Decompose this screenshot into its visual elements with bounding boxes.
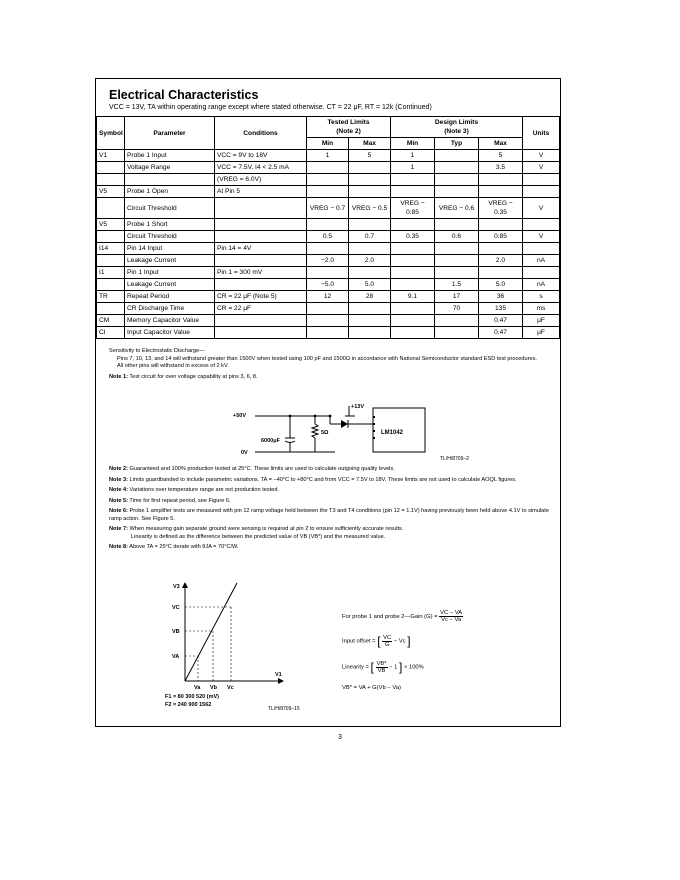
cell-param: Leakage Current — [125, 255, 215, 267]
offset-equation: Input offset = [ $\frac{VC}{G}$ − Vc ] — [342, 634, 411, 648]
cell-param: Voltage Range — [125, 162, 215, 174]
cell-tmin — [307, 186, 349, 198]
cell-dmin: VREG − 0.85 — [391, 198, 435, 219]
cell-symbol: CI — [97, 327, 125, 339]
cell-symbol: V5 — [97, 219, 125, 231]
f2-row: F2 = 240 900 1562 — [165, 702, 212, 708]
cell-cond: Pin 1 = 300 mV — [215, 267, 307, 279]
cell-tmin — [307, 303, 349, 315]
cell-units: s — [523, 291, 560, 303]
cell-dmax — [479, 174, 523, 186]
cell-dtyp: 17 — [435, 291, 479, 303]
cell-cond: VCC = 9V to 18V — [215, 150, 307, 162]
header-design-max: Max — [479, 138, 523, 150]
cell-units — [523, 243, 560, 255]
cell-dtyp — [435, 162, 479, 174]
cell-cond — [215, 315, 307, 327]
header-parameter: Parameter — [125, 117, 215, 150]
x-tick-b: Vb — [210, 685, 218, 691]
cell-tmax — [349, 303, 391, 315]
gain-equation: For probe 1 and probe 2—Gain (G) = $\frac{VC - VA}{Vc - Va}$ — [342, 610, 463, 623]
table-row — [97, 279, 560, 291]
v50-label: +50V — [233, 413, 246, 419]
cell-dmax: 36 — [479, 291, 523, 303]
cell-dtyp: 70 — [435, 303, 479, 315]
cell-tmax: 5 — [349, 150, 391, 162]
cell-dmax: 135 — [479, 303, 523, 315]
cell-dmax: 0.47 — [479, 327, 523, 339]
cell-dtyp — [435, 243, 479, 255]
cell-dtyp — [435, 267, 479, 279]
page-number: 3 — [338, 734, 342, 741]
cell-tmin — [307, 219, 349, 231]
cell-tmin: 1 — [307, 150, 349, 162]
cell-dmin — [391, 279, 435, 291]
cell-tmax — [349, 243, 391, 255]
cell-param — [125, 174, 215, 186]
cell-dmax — [479, 243, 523, 255]
cell-tmax — [349, 327, 391, 339]
cell-cond: At Pin 5 — [215, 186, 307, 198]
cell-dmin — [391, 243, 435, 255]
cell-tmin: 12 — [307, 291, 349, 303]
header-design-min: Min — [391, 138, 435, 150]
cell-tmax — [349, 186, 391, 198]
cell-dmax: 0.47 — [479, 315, 523, 327]
cell-param: Memory Capacitor Value — [125, 315, 215, 327]
cell-dtyp — [435, 327, 479, 339]
cell-dmax: 0.85 — [479, 231, 523, 243]
cell-units: V — [523, 231, 560, 243]
table-row — [97, 162, 560, 174]
table-row — [97, 255, 560, 267]
cell-symbol — [97, 174, 125, 186]
cell-units: V — [523, 198, 560, 219]
cell-tmax: 0.7 — [349, 231, 391, 243]
cell-units: μF — [523, 315, 560, 327]
cell-param: CR Discharge Time — [125, 303, 215, 315]
cell-symbol: I1 — [97, 267, 125, 279]
table-row — [97, 231, 560, 243]
cell-units: nA — [523, 255, 560, 267]
cell-tmin: −5.0 — [307, 279, 349, 291]
cell-dmax: 2.0 — [479, 255, 523, 267]
cell-symbol — [97, 231, 125, 243]
cell-param: Probe 1 Short — [125, 219, 215, 231]
cell-cond — [215, 198, 307, 219]
table-row — [97, 243, 560, 255]
cell-units: V — [523, 162, 560, 174]
page-title: Electrical Characteristics — [109, 88, 259, 102]
cell-units: ms — [523, 303, 560, 315]
cell-cond: VCC = 7.5V, I4 < 2.5 mA — [215, 162, 307, 174]
cell-dmax: VREG − 0.35 — [479, 198, 523, 219]
cell-dtyp: 1.5 — [435, 279, 479, 291]
y-axis-label: V3 — [173, 584, 180, 590]
header-design-typ: Typ — [435, 138, 479, 150]
cell-cond: CR = 22 μF (Note 5) — [215, 291, 307, 303]
cell-dtyp: VREG − 0.6 — [435, 198, 479, 219]
cap-label: 6000μF — [261, 438, 280, 444]
cell-dmin — [391, 174, 435, 186]
y-tick-b: VB — [172, 629, 180, 635]
cell-units — [523, 219, 560, 231]
cell-dtyp — [435, 315, 479, 327]
cell-param: Pin 1 Input — [125, 267, 215, 279]
f1-row: F1 = 80 300 520 (mV) — [165, 694, 219, 700]
table-row — [97, 267, 560, 279]
graph-tl-code: TL/H/8709–15 — [268, 706, 300, 712]
table-row — [97, 174, 560, 186]
cell-dtyp — [435, 186, 479, 198]
footnotes: Note 2: Guaranteed and 100% production tested at 25°C. These limits are used to calculate outgoing quality levels. Note 3: Limits guardbanded to include parametric variations. TA = −40°C to +80°C and from VCC = 7.5V to 18V. These limits are not used to calculate AOQL figures. Note 4: Variations over temperature range are not production tested. Note 5: Time for first repeat period, see Figure 6. Note 6: Probe 1 amplifier tests are measured with pin 12 ramp voltage held between the T3 and T4 conditions (pin 12 = 1.1V) having previously been held above 4.1V to simulate ramp action. See Figure 5. Note 7: When measuring gain separate ground were sensing is required at pin 2 to ensure sufficiently accurate results. Linearity is defined as the difference between the predicted value of VB (VB*) and the measured value. Note 8: Above TA = 25°C derate with θJA = 70°C/W. — [109, 466, 549, 550]
linearity-equation: Linearity = [ $\frac{VB*}{VB}$ − 1 ] × 100% — [342, 660, 424, 674]
cell-tmin — [307, 174, 349, 186]
cell-cond — [215, 255, 307, 267]
header-symbol: Symbol — [97, 117, 125, 150]
x-tick-c: Vc — [227, 685, 234, 691]
cell-dmin — [391, 327, 435, 339]
test-circuit-figure — [225, 402, 465, 462]
table-row — [97, 219, 560, 231]
header-conditions: Conditions — [215, 117, 307, 150]
table-row — [97, 186, 560, 198]
cell-tmax — [349, 162, 391, 174]
cell-dmin: 0.35 — [391, 231, 435, 243]
cell-tmin — [307, 243, 349, 255]
cell-param: Pin 14 Input — [125, 243, 215, 255]
page-subtitle: VCC = 13V, TA within operating range except where stated otherwise. CT = 22 μF, RT = 12k (Continued) — [109, 104, 432, 111]
header-tested-min: Min — [307, 138, 349, 150]
y-tick-a: VA — [172, 654, 180, 660]
cell-tmin — [307, 315, 349, 327]
cell-dmin — [391, 186, 435, 198]
cell-symbol — [97, 255, 125, 267]
cell-cond: CR = 22 μF — [215, 303, 307, 315]
cell-dtyp — [435, 150, 479, 162]
x-axis-label: V1 — [275, 672, 282, 678]
cell-param: Repeat Period — [125, 291, 215, 303]
electrical-characteristics-table — [96, 116, 560, 339]
cell-dmin — [391, 267, 435, 279]
cell-tmin — [307, 327, 349, 339]
cell-dmax: 3.5 — [479, 162, 523, 174]
cell-dmin: 1 — [391, 162, 435, 174]
cell-cond: Pin 14 = 4V — [215, 243, 307, 255]
cell-symbol — [97, 303, 125, 315]
table-row — [97, 291, 560, 303]
cell-param: Circuit Threshold — [125, 198, 215, 219]
v13-label: +13V — [351, 404, 364, 410]
cell-dmax — [479, 186, 523, 198]
cell-param: Input Capacitor Value — [125, 327, 215, 339]
cell-dmax — [479, 219, 523, 231]
table-row — [97, 327, 560, 339]
table-row — [97, 150, 560, 162]
res-label: 5Ω — [321, 430, 329, 436]
circuit-tl-code: TL/H/8709–2 — [440, 456, 469, 462]
table-row — [97, 303, 560, 315]
cell-tmax — [349, 315, 391, 327]
cell-cond — [215, 231, 307, 243]
cell-param: Probe 1 Open — [125, 186, 215, 198]
cell-dmin — [391, 315, 435, 327]
header-tested-max: Max — [349, 138, 391, 150]
cell-dmax: 5.0 — [479, 279, 523, 291]
cell-tmax: 5.0 — [349, 279, 391, 291]
table-row — [97, 315, 560, 327]
header-tested-limits: Tested Limits (Note 2) — [307, 117, 391, 138]
cell-dmax — [479, 267, 523, 279]
cell-param: Circuit Threshold — [125, 231, 215, 243]
cell-tmax — [349, 267, 391, 279]
cell-tmax: 2.0 — [349, 255, 391, 267]
gain-linearity-graph — [165, 578, 295, 713]
cell-tmax — [349, 174, 391, 186]
cell-units: V — [523, 150, 560, 162]
cell-units: μF — [523, 327, 560, 339]
cell-tmin: −2.0 — [307, 255, 349, 267]
cell-dmin — [391, 303, 435, 315]
cell-symbol: CM — [97, 315, 125, 327]
cell-param: Probe 1 Input — [125, 150, 215, 162]
cell-dmax: 5 — [479, 150, 523, 162]
table-row — [97, 198, 560, 219]
cell-cond — [215, 327, 307, 339]
cell-symbol: TR — [97, 291, 125, 303]
cell-dmin — [391, 219, 435, 231]
cell-dtyp — [435, 174, 479, 186]
cell-symbol — [97, 198, 125, 219]
cell-symbol: I14 — [97, 243, 125, 255]
cell-dmin: 1 — [391, 150, 435, 162]
header-units: Units — [523, 117, 560, 150]
cell-cond — [215, 279, 307, 291]
vb-equation: VB* = VA + G(Vb − Va) — [342, 685, 401, 691]
cell-units — [523, 186, 560, 198]
cell-units: nA — [523, 279, 560, 291]
chip-label: LM1042 — [381, 430, 404, 436]
cell-dtyp: 0.6 — [435, 231, 479, 243]
cell-tmax: 28 — [349, 291, 391, 303]
cell-cond: (VREG = 6.0V) — [215, 174, 307, 186]
cell-tmax — [349, 219, 391, 231]
cell-dmin — [391, 255, 435, 267]
cell-dmin: 9.1 — [391, 291, 435, 303]
y-tick-c: VC — [172, 605, 180, 611]
cell-tmin: 0.5 — [307, 231, 349, 243]
cell-tmin — [307, 267, 349, 279]
cell-tmin: VREG − 0.7 — [307, 198, 349, 219]
cell-units — [523, 174, 560, 186]
cell-cond — [215, 219, 307, 231]
cell-dtyp — [435, 255, 479, 267]
cell-symbol — [97, 162, 125, 174]
header-design-limits: Design Limits (Note 3) — [391, 117, 523, 138]
cell-symbol: V1 — [97, 150, 125, 162]
cell-symbol — [97, 279, 125, 291]
cell-param: Leakage Current — [125, 279, 215, 291]
cell-dtyp — [435, 219, 479, 231]
esd-notes: Sensitivity to Electrostatic Discharge— Pins 7, 10, 13, and 14 will withstand greater than 1500V when tested using 100 pF and 1500Ω in accordance with National Semiconductor standard ESD test procedures. All other pins will withstand in excess of 2 kV. Note 1: Test circuit for over voltage capability at pins 3, 6, 8. — [109, 348, 537, 380]
cell-symbol: V5 — [97, 186, 125, 198]
cell-tmin — [307, 162, 349, 174]
cell-units — [523, 267, 560, 279]
gnd-label: 0V — [241, 450, 248, 456]
cell-tmax: VREG − 0.5 — [349, 198, 391, 219]
x-tick-a: Va — [194, 685, 201, 691]
